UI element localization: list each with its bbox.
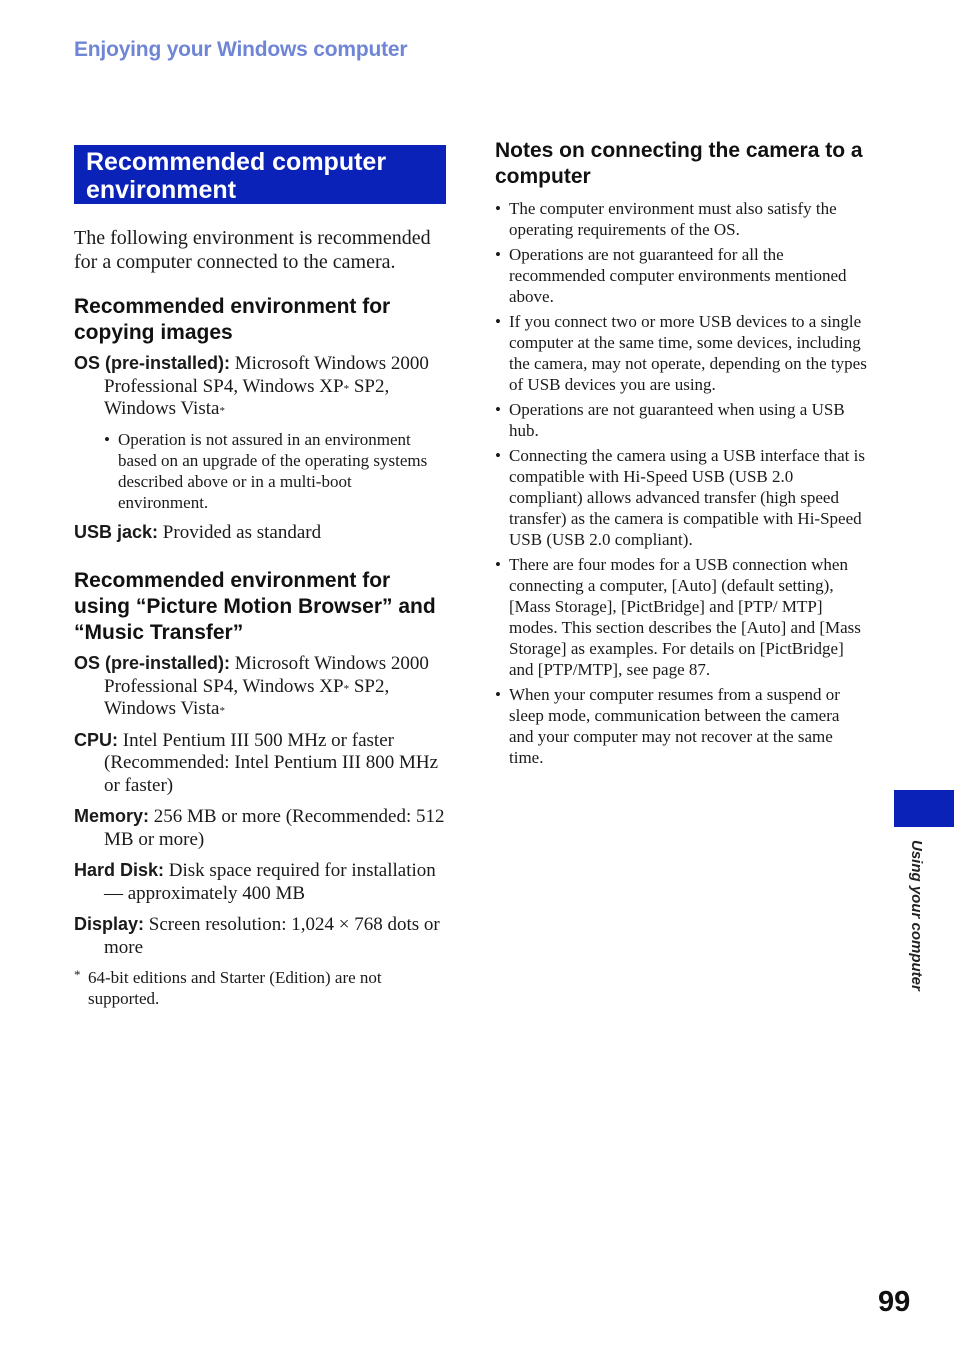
copy-os-text-2: SP2, Windows Vista [104, 375, 390, 419]
copy-os-spec [74, 352, 446, 421]
list-item: • Connecting the camera using a USB interface that is compatible with Hi-Speed USB (USB 2.0 compliant) allows advanced transfer (high speed transfer) as the camera is compatible with Hi-Speed USB (USB 2.0 compliant). [495, 445, 867, 550]
display-spec [74, 913, 446, 959]
footnote-mark: * [74, 967, 81, 982]
copy-os-notes [104, 429, 446, 513]
cpu-text: Intel Pentium III 500 MHz or faster (Recommended: Intel Pentium III 800 MHz or faster) [104, 729, 439, 796]
display-label: Display: [74, 914, 145, 934]
list-item: • If you connect two or more USB devices to a single computer at the same time, some devices, including the camera, may not operate, depending on the types of USB devices you are using. [495, 311, 867, 395]
copy-os-label: OS (pre-installed): [74, 353, 231, 373]
list-item: • The computer environment must also satisfy the operating requirements of the OS. [495, 198, 867, 240]
memory-label: Memory: [74, 806, 150, 826]
cpu-spec [74, 729, 446, 798]
copy-os-text-1: Microsoft Windows 2000 Professional SP4, Windows XP [104, 353, 429, 397]
usb-label: USB jack: [74, 521, 159, 542]
cpu-label: CPU: [74, 729, 118, 750]
chapter-tab-label: Using your computer [908, 840, 925, 991]
pmb-os-text-2: SP2, Windows Vista [104, 675, 390, 719]
chapter-tab-label-wrap [905, 840, 927, 1010]
disk-text: Disk space required for installation— approximately 400 MB [104, 860, 436, 904]
notes-heading: Notes on connecting the camera to a computer [495, 139, 863, 188]
intro-paragraph: The following environment is recommended for a computer connected to the camera. [74, 227, 431, 273]
footnote-marker: * [343, 382, 350, 395]
footnote-marker: * [219, 405, 225, 417]
banner-line-1: Recommended computer [86, 148, 387, 176]
list-item: • There are four modes for a USB connection when connecting a computer, [Auto] (default setting), [Mass Storage], [PictBridge] and [PTP/ MTP] modes. This section describes the [Auto] and [Mass Storage] as examples. For details on [PictBridge] and [PTP/MTP], see page 87. [495, 554, 867, 680]
footnote-marker: * [343, 682, 350, 695]
left-column [74, 145, 446, 1009]
pmb-os-label: OS (pre-installed): [74, 653, 231, 673]
pmb-env-heading: Recommended environment for using “Picture Motion Browser” and “Music Transfer” [74, 569, 436, 644]
pmb-os-text-1: Microsoft Windows 2000 Professional SP4, Windows XP [104, 653, 429, 697]
section-banner [74, 145, 446, 204]
usb-spec [74, 521, 446, 545]
footnote-marker: * [219, 705, 225, 717]
footnote [74, 967, 446, 1009]
disk-spec [74, 859, 446, 905]
display-text: Screen resolution: 1,024 × 768 dots or more [104, 914, 440, 958]
list-item: • Operation is not assured in an environment based on an upgrade of the operating systems described above or in a multi-boot environment. [104, 429, 446, 513]
list-item: • Operations are not guaranteed when using a USB hub. [495, 399, 867, 441]
section-header: Enjoying your Windows computer [74, 38, 408, 61]
memory-text: 256 MB or more (Recommended: 512 MB or more) [104, 806, 445, 850]
right-column [495, 138, 867, 776]
usb-text: Provided as standard [158, 521, 322, 543]
footnote-text: 64-bit editions and Starter (Edition) are not supported. [88, 968, 382, 1008]
memory-spec [74, 805, 446, 851]
disk-label: Hard Disk: [74, 860, 165, 880]
list-item: • Operations are not guaranteed for all the recommended computer environments mentioned above. [495, 244, 867, 307]
page-number: 99 [878, 1286, 911, 1318]
pmb-os-spec [74, 652, 446, 721]
chapter-tab [894, 790, 954, 827]
banner-line-2: environment [86, 176, 237, 204]
list-item: • When your computer resumes from a suspend or sleep mode, communication between the camera and your computer may not recover at the same time. [495, 684, 867, 768]
notes-list [495, 198, 867, 768]
copy-env-heading: Recommended environment for copying images [74, 295, 391, 344]
